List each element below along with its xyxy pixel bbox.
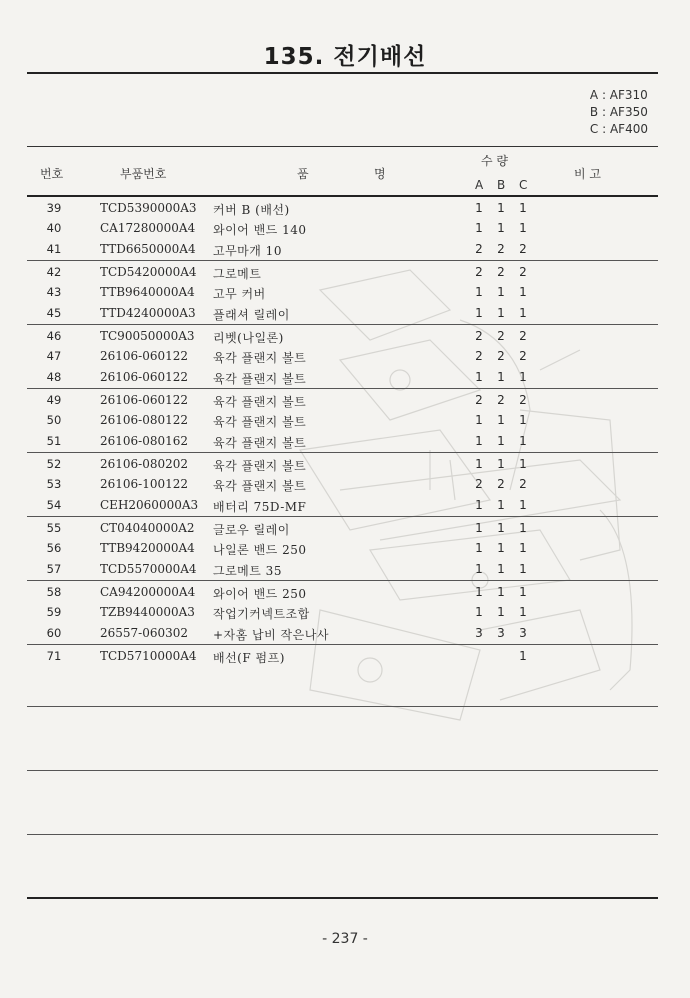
blank-rule-1 <box>27 706 658 707</box>
qty-b: 1 <box>497 521 505 535</box>
qty-a: 1 <box>475 457 483 471</box>
part-name: 그로메트 <box>213 267 262 281</box>
row-number: 54 <box>46 497 62 512</box>
qty-c: 1 <box>519 413 527 428</box>
part-name: 육각 플랜지 볼트 <box>213 351 307 366</box>
qty-a: 1 <box>475 369 483 384</box>
row-number: 43 <box>46 285 62 300</box>
part-name: 육각 플랜지 볼트 <box>213 371 307 386</box>
qty-a: 1 <box>475 561 483 576</box>
qty-c: 1 <box>519 649 527 663</box>
header-bottom-rule <box>27 195 658 197</box>
group-divider <box>27 580 658 581</box>
row-number: 40 <box>46 221 62 236</box>
qty-a: 1 <box>475 521 483 535</box>
qty-a: 1 <box>475 201 483 215</box>
table-row <box>0 242 690 262</box>
page-number: - 237 - <box>322 931 368 947</box>
header-qty-b: B <box>497 178 506 192</box>
qty-a: 1 <box>475 285 483 300</box>
qty-a: 1 <box>475 585 483 599</box>
qty-c: 1 <box>519 561 527 576</box>
qty-a: 2 <box>475 393 483 407</box>
part-number: 26106-080122 <box>100 413 189 428</box>
qty-c: 2 <box>519 349 527 364</box>
model-legend <box>590 87 648 138</box>
qty-a: 2 <box>475 265 483 279</box>
table-row <box>0 221 690 241</box>
qty-c: 1 <box>519 521 527 535</box>
part-number: 26106-060122 <box>100 349 189 364</box>
part-number: TCD5420000A4 <box>100 265 197 279</box>
qty-c: 2 <box>519 329 527 343</box>
part-name: 나일론 밴드 250 <box>213 543 307 558</box>
qty-b: 2 <box>497 329 505 343</box>
title-rule <box>27 72 658 74</box>
table-row <box>0 393 690 413</box>
qty-b: 1 <box>497 369 505 384</box>
table-row <box>0 457 690 477</box>
qty-a: 1 <box>475 433 483 448</box>
legend-a: A : AF310 <box>589 88 648 102</box>
qty-b: 1 <box>497 497 505 512</box>
legend-b: B : AF350 <box>589 105 648 119</box>
table-row <box>0 349 690 369</box>
group-divider <box>27 644 658 645</box>
qty-a: 2 <box>475 329 483 343</box>
part-name: 육각 플랜지 볼트 <box>213 395 307 409</box>
qty-b: 1 <box>497 433 505 448</box>
table-row <box>0 626 690 646</box>
qty-c: 1 <box>519 221 527 236</box>
qty-b: 2 <box>497 393 505 407</box>
qty-a: 1 <box>475 305 483 320</box>
part-number: 26106-080162 <box>100 433 189 448</box>
qty-a: 2 <box>475 241 483 256</box>
table-end-rule <box>27 897 658 899</box>
row-number: 50 <box>46 413 62 428</box>
table-row <box>0 521 690 541</box>
blank-rule-2 <box>27 770 658 771</box>
qty-b: 1 <box>497 201 505 215</box>
qty-c: 2 <box>519 477 527 492</box>
part-name: 리벳(나일론) <box>213 331 284 345</box>
part-name: 육각 플랜지 볼트 <box>213 435 307 450</box>
row-number: 71 <box>46 649 62 663</box>
qty-c: 1 <box>519 285 527 300</box>
qty-a: 1 <box>475 221 483 236</box>
part-name: 글로우 릴레이 <box>213 523 290 537</box>
part-name: 고무마개 10 <box>213 243 282 258</box>
qty-b: 1 <box>497 561 505 576</box>
part-number: 26106-060122 <box>100 369 189 384</box>
table-row <box>0 413 690 433</box>
row-number: 53 <box>46 477 62 492</box>
part-name: +자홈 납비 작은나사 <box>213 627 329 642</box>
header-qty-c: C <box>519 178 528 192</box>
part-number: CA94200000A4 <box>100 585 196 599</box>
qty-b: 2 <box>497 241 505 256</box>
qty-c: 1 <box>519 457 527 471</box>
part-name: 육각 플랜지 볼트 <box>213 415 307 430</box>
group-divider <box>27 388 658 389</box>
legend-c: C : AF400 <box>589 122 648 136</box>
qty-c: 1 <box>519 541 527 556</box>
part-number: TCD5390000A3 <box>100 201 197 215</box>
table-row <box>0 370 690 390</box>
row-number: 39 <box>46 201 62 215</box>
qty-a: 1 <box>475 605 483 620</box>
qty-c: 2 <box>519 265 527 279</box>
header-qty: 수 량 <box>481 154 508 168</box>
group-divider <box>27 452 658 453</box>
qty-c: 1 <box>519 585 527 599</box>
part-number: CEH2060000A3 <box>100 497 199 512</box>
qty-b: 2 <box>497 265 505 279</box>
qty-c: 1 <box>519 433 527 448</box>
table-row <box>0 562 690 582</box>
part-number: TTB9640000A4 <box>100 285 195 300</box>
qty-c: 2 <box>519 393 527 407</box>
row-number: 46 <box>46 329 62 343</box>
part-number: TTD6650000A4 <box>100 241 196 256</box>
qty-a: 1 <box>475 497 483 512</box>
table-row <box>0 605 690 625</box>
group-divider <box>27 260 658 261</box>
part-number: 26557-060302 <box>100 625 189 640</box>
row-number: 57 <box>46 561 62 576</box>
row-number: 56 <box>46 541 62 556</box>
table-row <box>0 434 690 454</box>
blank-rule-3 <box>27 834 658 835</box>
part-name: 작업기커넥트조합 <box>213 607 310 622</box>
qty-c: 1 <box>519 201 527 215</box>
part-name: 플래셔 릴레이 <box>213 307 290 322</box>
qty-b: 1 <box>497 285 505 300</box>
qty-c: 1 <box>519 497 527 512</box>
part-number: TTD4240000A3 <box>100 305 196 320</box>
row-number: 48 <box>46 369 62 384</box>
table-row <box>0 498 690 518</box>
row-number: 59 <box>46 605 62 620</box>
table-row <box>0 285 690 305</box>
qty-b: 1 <box>497 221 505 236</box>
qty-c: 1 <box>519 305 527 320</box>
row-number: 47 <box>46 349 62 364</box>
qty-b: 1 <box>497 457 505 471</box>
row-number: 52 <box>46 457 62 471</box>
group-divider <box>27 516 658 517</box>
qty-a: 2 <box>475 349 483 364</box>
row-number: 41 <box>46 241 62 256</box>
part-number: 26106-080202 <box>100 457 189 471</box>
qty-a: 1 <box>475 541 483 556</box>
part-name: 와이어 밴드 250 <box>213 587 307 601</box>
part-name: 육각 플랜지 볼트 <box>213 459 307 473</box>
part-number: TCD5710000A4 <box>100 649 197 663</box>
qty-b: 2 <box>497 477 505 492</box>
part-name: 배터리 75D-MF <box>213 499 307 514</box>
group-divider <box>27 324 658 325</box>
part-number: CA17280000A4 <box>100 221 196 236</box>
row-number: 58 <box>46 585 62 599</box>
qty-a: 3 <box>475 625 483 640</box>
page-title: 135. 전기배선 <box>263 44 427 70</box>
part-number: 26106-060122 <box>100 393 189 407</box>
part-name: 그로메트 35 <box>213 563 282 578</box>
qty-a: 1 <box>475 413 483 428</box>
table-row <box>0 649 690 669</box>
table-row <box>0 306 690 326</box>
qty-b: 1 <box>497 605 505 620</box>
qty-c: 1 <box>519 369 527 384</box>
row-number: 45 <box>46 305 62 320</box>
table-row <box>0 265 690 285</box>
part-number: TC90050000A3 <box>100 329 195 343</box>
part-number: 26106-100122 <box>100 477 189 492</box>
header-qty-a: A <box>475 178 484 192</box>
part-name: 와이어 밴드 140 <box>213 223 307 238</box>
table-row <box>0 329 690 349</box>
row-number: 49 <box>46 393 62 407</box>
table-row <box>0 585 690 605</box>
qty-b: 1 <box>497 305 505 320</box>
part-number: TCD5570000A4 <box>100 561 197 576</box>
part-number: CT04040000A2 <box>100 521 195 535</box>
row-number: 51 <box>46 433 62 448</box>
part-name: 커버 B (배선) <box>213 203 290 217</box>
qty-b: 3 <box>497 625 505 640</box>
part-name: 배선(F 펌프) <box>213 651 285 665</box>
qty-c: 1 <box>519 605 527 620</box>
part-number: TZB9440000A3 <box>100 605 195 620</box>
qty-b: 1 <box>497 585 505 599</box>
qty-b: 2 <box>497 349 505 364</box>
header-remark: 비 고 <box>574 167 601 181</box>
header-name-2: 명 <box>374 167 386 181</box>
qty-b: 1 <box>497 413 505 428</box>
qty-a: 2 <box>475 477 483 492</box>
header-top-rule <box>27 146 658 147</box>
qty-c: 3 <box>519 625 527 640</box>
row-number: 55 <box>46 521 62 535</box>
header-no: 번호 <box>40 167 64 181</box>
table-row <box>0 541 690 561</box>
row-number: 42 <box>46 265 62 279</box>
part-name: 육각 플랜지 볼트 <box>213 479 307 494</box>
qty-c: 2 <box>519 241 527 256</box>
part-number: TTB9420000A4 <box>100 541 195 556</box>
table-row <box>0 201 690 221</box>
qty-b: 1 <box>497 541 505 556</box>
header-name-1: 품 <box>297 167 309 181</box>
row-number: 60 <box>46 625 62 640</box>
table-row <box>0 477 690 497</box>
header-part-no: 부품번호 <box>120 167 167 181</box>
part-name: 고무 커버 <box>213 287 266 302</box>
